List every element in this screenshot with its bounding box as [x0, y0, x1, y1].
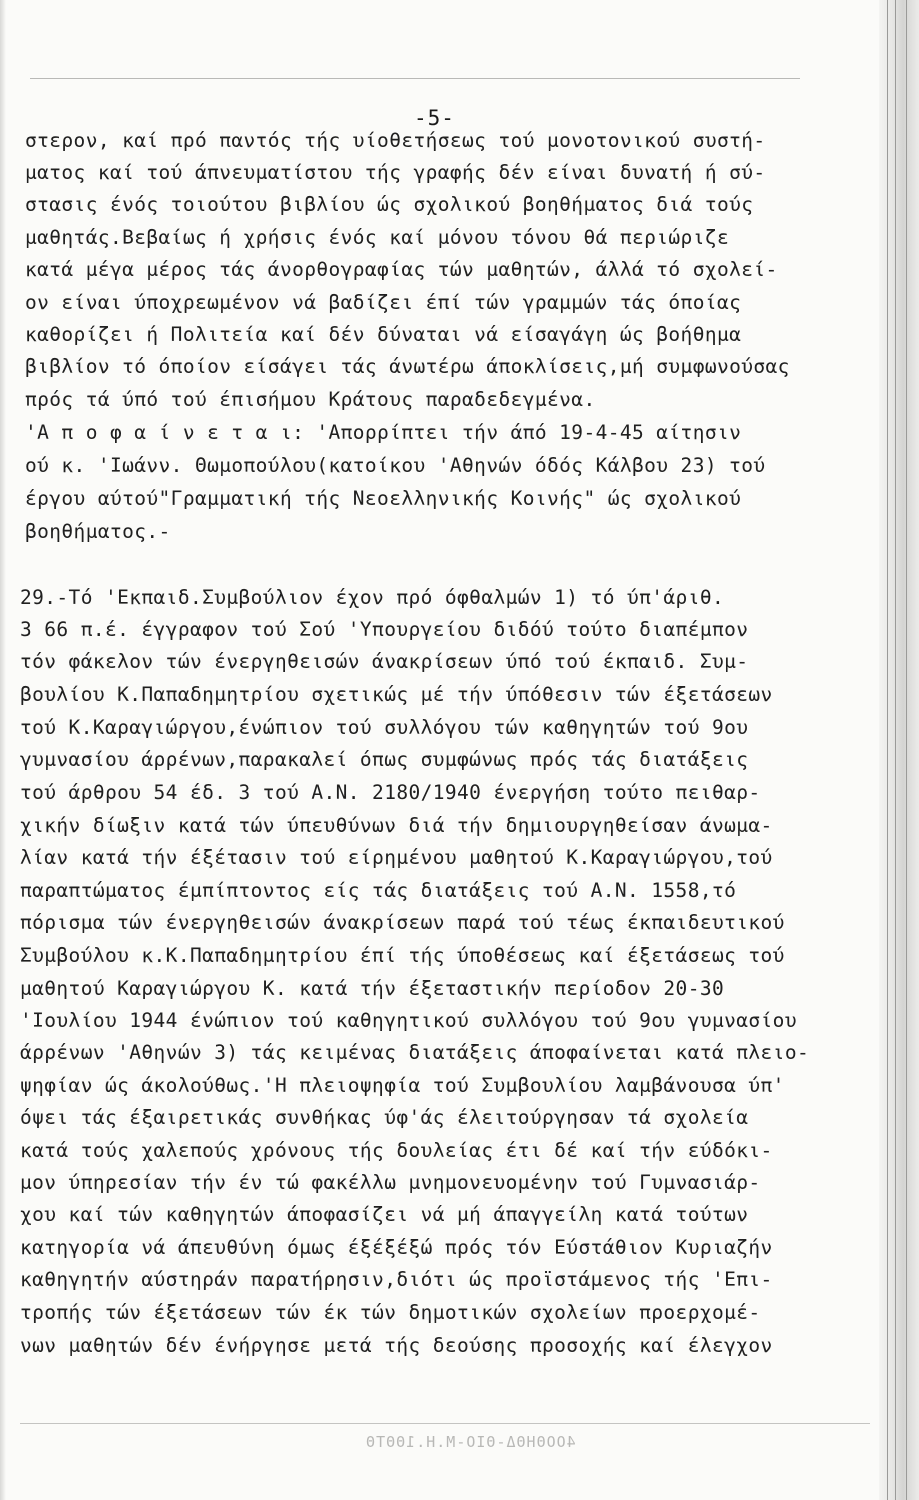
text-line: κατά τούς χαλεπούς χρόνους τής δουλείας έτι δέ καί τήν εύδόκι-: [20, 1139, 773, 1162]
text-line: κατά μέγα μέρος τάς άνορθογραφίας τών μαθητών, άλλά τό σχολεί-: [25, 258, 778, 281]
text-line: τροπής τών έξετάσεων τών έκ τών δημοτικών σχολείων προερχομέ-: [20, 1301, 761, 1324]
text-line: ψηφίαν ώς άκολούθως.'Η πλειοψηφία τού Συμβουλίου λαμβάνουσα ύπ': [20, 1074, 785, 1097]
text-line: βιβλίον τό όποίον είσάγει τάς άνωτέρω άποκλίσεις,μή συμφωνούσας: [25, 355, 790, 378]
printer-stamp: 4ΟΟΘΗΘΔ-ΘΙΟ-Μ.Η.1ΘΘΤΘ: [365, 1433, 576, 1451]
text-line: ού κ. 'Ιωάνν. Θωμοπούλου(κατοίκου 'Αθηνών όδός Κάλβου 23) τού: [25, 454, 766, 477]
text-line: πόρισμα τών ένεργηθεισών άνακρίσεων παρά τού τέως έκπαιδευτικού: [20, 911, 785, 934]
text-line: ον είναι ύποχρεωμένον νά βαδίζει έπί τών γραμμών τάς όποίας: [25, 291, 742, 314]
text-line: κατηγορία νά άπευθύνη όμως έξέξέξώ πρός τόν Εύστάθιον Κυριαζήν: [20, 1236, 773, 1259]
text-line: μαθητού Καραγιώργου Κ. κατά τήν έξεταστικήν περίοδον 20-30: [20, 977, 725, 1000]
bottom-rule: [20, 1423, 870, 1424]
text-line: βοηθήματος.-: [25, 520, 171, 543]
page-number: -5-: [414, 106, 455, 130]
binding-edge: [879, 0, 919, 1500]
text-line: μον ύπηρεσίαν τήν έν τώ φακέλλω μνημονευομένην τού Γυμνασιάρ-: [20, 1171, 761, 1194]
binding-line: [895, 0, 896, 1500]
text-line: άρρένων 'Αθηνών 3) τάς κειμένας διατάξεις άποφαίνεται κατά πλειο-: [20, 1041, 810, 1064]
text-line: νων μαθητών δέν ένήργησε μετά τής δεούσης προσοχής καί έλεγχον: [20, 1334, 773, 1357]
text-line: στερον, καί πρό παντός τής υίοθετήσεως τού μονοτονικού συστή-: [25, 129, 766, 152]
text-line: 3 66 π.έ. έγγραφον τού Σού 'Υπουργείου διδόύ τούτο διαπέμπον: [20, 618, 749, 641]
top-rule: [30, 78, 800, 79]
text-line: γυμνασίου άρρένων,παρακαλεί όπως συμφώνως πρός τάς διατάξεις: [20, 748, 749, 771]
text-line: έργου αύτού"Γραμματική τής Νεοελληνικής Κοινής" ώς σχολικού: [25, 487, 742, 510]
text-line: τόν φάκελον τών ένεργηθεισών άνακρίσεων ύπό τού έκπαιδ. Συμ-: [20, 650, 749, 673]
text-line: λίαν κατά τήν έξέτασιν τού είρημένου μαθητού Κ.Καραγιώργου,τού: [20, 846, 773, 869]
text-line: χου καί τών καθηγητών άποφασίζει νά μή άπαγγείλη κατά τούτων: [20, 1203, 749, 1226]
text-line: 'Ιουλίου 1944 ένώπιον τού καθηγητικού συλλόγου τού 9ου γυμνασίου: [20, 1009, 797, 1032]
text-line: Συμβούλου κ.Κ.Παπαδημητρίου έπί τής ύποθέσεως καί έξετάσεως τού: [20, 944, 785, 967]
text-line: βουλίου Κ.Παπαδημητρίου σχετικώς μέ τήν ύπόθεσιν τών έξετάσεων: [20, 683, 773, 706]
text-line: ματος καί τού άπνευματίστου τής γραφής δέν είναι δυνατή ή σύ-: [25, 161, 766, 184]
text-line: πρός τά ύπό τού έπισήμου Κράτους παραδεδεγμένα.: [25, 388, 596, 411]
text-line: τού Κ.Καραγιώργου,ένώπιον τού συλλόγου τών καθηγητών τού 9ου: [20, 716, 749, 739]
binding-line: [906, 0, 907, 1500]
text-line: όψει τάς έξαιρετικάς συνθήκας ύφ'άς έλειτούργησαν τά σχολεία: [20, 1106, 749, 1129]
text-line: στασις ένός τοιούτου βιβλίου ώς σχολικού βοηθήματος διά τούς: [25, 193, 754, 216]
text-line: 29.-Τό 'Εκπαιδ.Συμβούλιον έχον πρό όφθαλμών 1) τό ύπ'άριθ.: [20, 586, 725, 609]
binding-line: [887, 0, 888, 1500]
text-line: μαθητάς.Βεβαίως ή χρήσις ένός καί μόνου τόνου θά περιώριζε: [25, 226, 730, 249]
text-line: χικήν δίωξιν κατά τών ύπευθύνων διά τήν δημιουργηθείσαν άνωμα-: [20, 814, 773, 837]
text-line: 'Α π ο φ α ί ν ε τ α ι: 'Απορρίπτει τήν άπό 19-4-45 αίτησιν: [25, 421, 742, 444]
text-line: καθορίζει ή Πολιτεία καί δέν δύναται νά είσαγάγη ώς βοήθημα: [25, 323, 742, 346]
text-line: παραπτώματος έμπίπτοντος είς τάς διατάξεις τού Α.Ν. 1558,τό: [20, 879, 737, 902]
text-line: καθηγητήν αύστηράν παρατήρησιν,διότι ώς προϊστάμενος τής 'Επι-: [20, 1268, 773, 1291]
text-line: τού άρθρου 54 έδ. 3 τού Α.Ν. 2180/1940 ένεργήση τούτο πειθαρ-: [20, 781, 761, 804]
page-left-shadow: [0, 0, 6, 1500]
